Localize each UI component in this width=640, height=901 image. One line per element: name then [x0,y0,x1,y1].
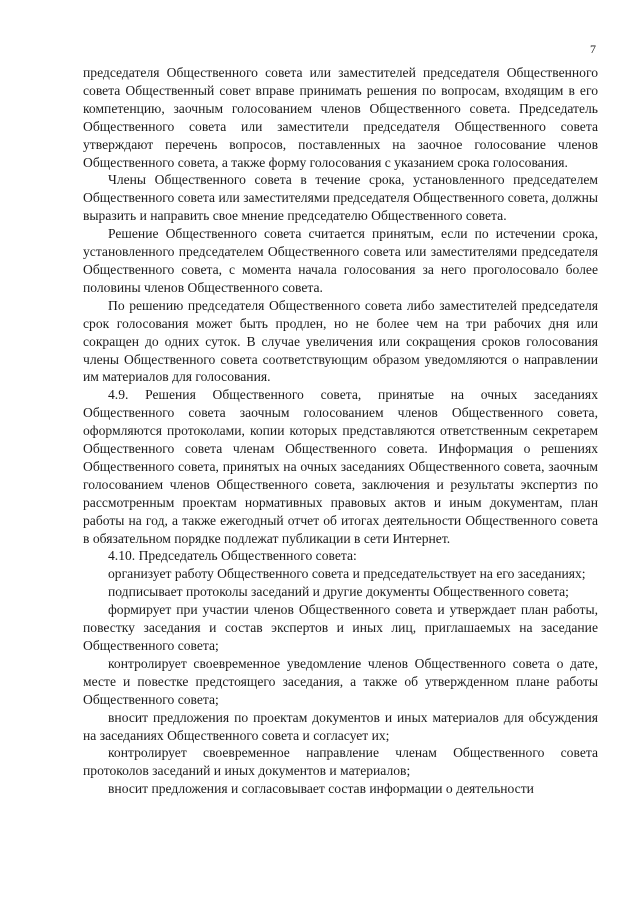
paragraph-duty: формирует при участии членов Общественного совета и утверждает план работы, повестку заседания и состав экспертов и иных лиц, приглашаемых на заседание Общественного совета; [83,602,598,653]
document-body [83,64,598,798]
paragraph-continuation: председателя Общественного совета или заместителей председателя Общественного совета Общественный совет вправе принимать решения по вопросам, входящим в его компетенцию, заочным голосованием членов Общественного совета. Председатель Общественного совета или заместители председателя Общественного совета утверждают перечень вопросов, поставленных на заочное голосование членов Общественного совета, а также форму голосования с указанием срока голосования. [83,65,598,170]
paragraph-duty: контролирует своевременное направление членам Общественного совета протоколов заседаний и иных документов и материалов; [83,745,598,779]
paragraph-duty: организует работу Общественного совета и председательствует на его заседаниях; [108,566,586,582]
paragraph-section-4-10: 4.10. Председатель Общественного совета: [108,548,357,564]
paragraph: По решению председателя Общественного совета либо заместителей председателя срок голосования может быть продлен, но не более чем на три рабочих дня или сокращен до одних суток. В случае увеличения или сокращения сроков голосования члены Общественного совета соответствующим образом уведомляются о направлении им материалов для голосования. [83,297,598,385]
paragraph-duty: контролирует своевременное уведомление членов Общественного совета о дате, месте и повестке предстоящего заседания, а также об утвержденном плане работы Общественного совета; [83,655,598,707]
paragraph: Члены Общественного совета в течение срока, установленного председателем Общественного совета или заместителями председателя Общественного совета, должны выразить и направить свое мнение председателю Общественного совета. [83,172,598,224]
paragraph-duty: вносит предложения по проектам документов и иных материалов для обсуждения на заседаниях Общественного совета и согласует их; [83,709,598,743]
page-number: 7 [590,42,596,56]
paragraph-duty: подписывает протоколы заседаний и другие документы Общественного совета; [108,584,569,600]
paragraph-duty: вносит предложения и согласовывает состав информации о деятельности [108,781,534,797]
paragraph: Решение Общественного совета считается принятым, если по истечении срока, установленного председателем Общественного совета или заместителями председателя Общественного совета, с момента начала голосования за него проголосовало более половины членов Общественного совета. [83,226,598,295]
paragraph-section-4-9: 4.9. Решения Общественного совета, принятые на очных заседаниях Общественного совета заочным голосованием членов Общественного совета, оформляются протоколами, копии которых представляются ответственным секретарем Общественного совета членам Общественного совета. Информация о решениях Общественного совета, принятых на очных заседаниях Общественного совета, заочным голосованием членов Общественного совета, заключения и результаты экспертиз по рассмотренным проектам нормативных правовых актов и иным документам, план работы на год, а также ежегодный отчет об итогах деятельности Общественного совета в обязательном порядке подлежат публикации в сети Интернет. [83,387,598,546]
